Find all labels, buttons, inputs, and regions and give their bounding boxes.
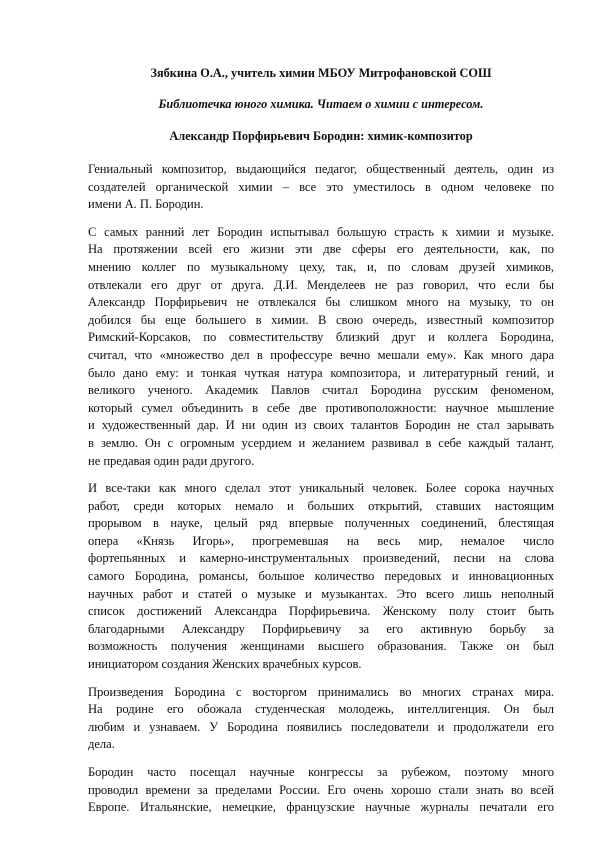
text-line: и художественный дар. И ни один из своих талантов Бородин не стал зарывать xyxy=(88,418,554,433)
author-line: Зябкина О.А., учитель химии МБОУ Митрофановской СОШ xyxy=(150,66,492,80)
paragraph-5 xyxy=(88,764,554,817)
text-line: который сумел объединить в себе две противоположности: научное мышление xyxy=(88,400,554,415)
text-line: мнению коллег по музыкальному цеху, так, и, по словам друзей химиков, xyxy=(88,259,554,274)
text-line: список достижений Александра Порфирьевича. Женскому полу стоит быть xyxy=(88,604,554,619)
text-line: имени А. П. Бородин. xyxy=(88,197,204,212)
text-line: считал, что «множество дел в профессуре вечно мешали ему». Как много дара xyxy=(88,347,554,362)
text-line: работ, среди которых немало и больших открытий, ставших настоящим xyxy=(88,498,554,513)
paragraph-1 xyxy=(88,161,554,214)
text-line: опера «Князь Игорь», прогремевшая на весь мир, немалое число xyxy=(88,533,554,548)
text-line: Бородин часто посещал научные конгрессы за рубежом, поэтому много xyxy=(88,765,554,779)
text-line: создателей органической химии – все это уместилось в одном человеке по xyxy=(88,179,554,194)
text-line: великого ученого. Академик Павлов считал Бородина русским феноменом, xyxy=(88,383,554,398)
article-title: Александр Порфирьевич Бородин: химик-композитор xyxy=(169,129,473,143)
text-line: научных работ и статей о музыке и музыкантах. Это всего лишь неполный xyxy=(88,586,554,601)
text-line: возможность получения женщинами высшего образования. Также он был xyxy=(88,639,554,654)
text-line: С самых ранний лет Бородин испытывал большую страсть к химии и музыке. xyxy=(88,224,554,239)
text-line: фортепьянных и камерно-инструментальных произведений, песни на слова xyxy=(88,551,554,566)
text-line: прорывом в науке, целый ряд впервые полученных соединений, блестящая xyxy=(88,516,554,531)
text-line: было дано ему: и тонкая чуткая натура композитора, и литературный гений, и xyxy=(88,365,554,380)
text-line: Римский-Корсаков, по совместительству близкий друг и коллега Бородина, xyxy=(88,330,554,345)
text-line: не предавая один ради другого. xyxy=(88,453,255,468)
text-line: инициатором создания Женских врачебных курсов. xyxy=(88,657,362,672)
text-line: проводил времени за пределами России. Его очень хорошо стали знать во всей xyxy=(88,782,554,797)
paragraph-3 xyxy=(88,480,554,674)
series-title: Библиотечка юного химика. Читаем о химии с интересом. xyxy=(158,97,484,111)
text-line: любим и узнаваем. У Бородина появились последователи и продолжатели его xyxy=(88,719,554,734)
text-line: Гениальный композитор, выдающийся педагог, общественный деятель, один из xyxy=(88,162,554,176)
text-line: в землю. Он с огромным усердием и желанием развивал в себе каждый талант, xyxy=(88,435,554,450)
text-line: Произведения Бородина с восторгом принимались во многих странах мира. xyxy=(88,684,554,699)
text-line: добился бы еще большего в химии. В свою очередь, известный композитор xyxy=(88,312,554,327)
text-line: дела. xyxy=(88,737,115,752)
text-line: Европе. Итальянские, немецкие, французские научные журналы печатали его xyxy=(88,800,554,815)
text-line: На протяжении всей его жизни эти две сферы его деятельности, как, по xyxy=(88,242,554,257)
text-line: самого Бородина, романсы, большое количество передовых и инновационных xyxy=(88,569,554,584)
text-line: отвлекали его друг от друга. Д.И. Менделеев не раз говорил, что если бы xyxy=(88,277,554,292)
text-line: Александр Порфирьевич не отвлекался бы слишком много на музыку, то он xyxy=(88,295,554,310)
document-body xyxy=(88,66,554,827)
paragraph-2 xyxy=(88,224,554,470)
text-line: На родине его обожала студенческая молодежь, интеллигенция. Он был xyxy=(88,702,554,717)
paragraph-4 xyxy=(88,684,554,754)
text-line: И все-таки как много сделал этот уникальный человек. Более сорока научных xyxy=(88,481,554,496)
text-line: благодарными Александру Порфирьевичу за его активную борьбу за xyxy=(88,621,554,636)
